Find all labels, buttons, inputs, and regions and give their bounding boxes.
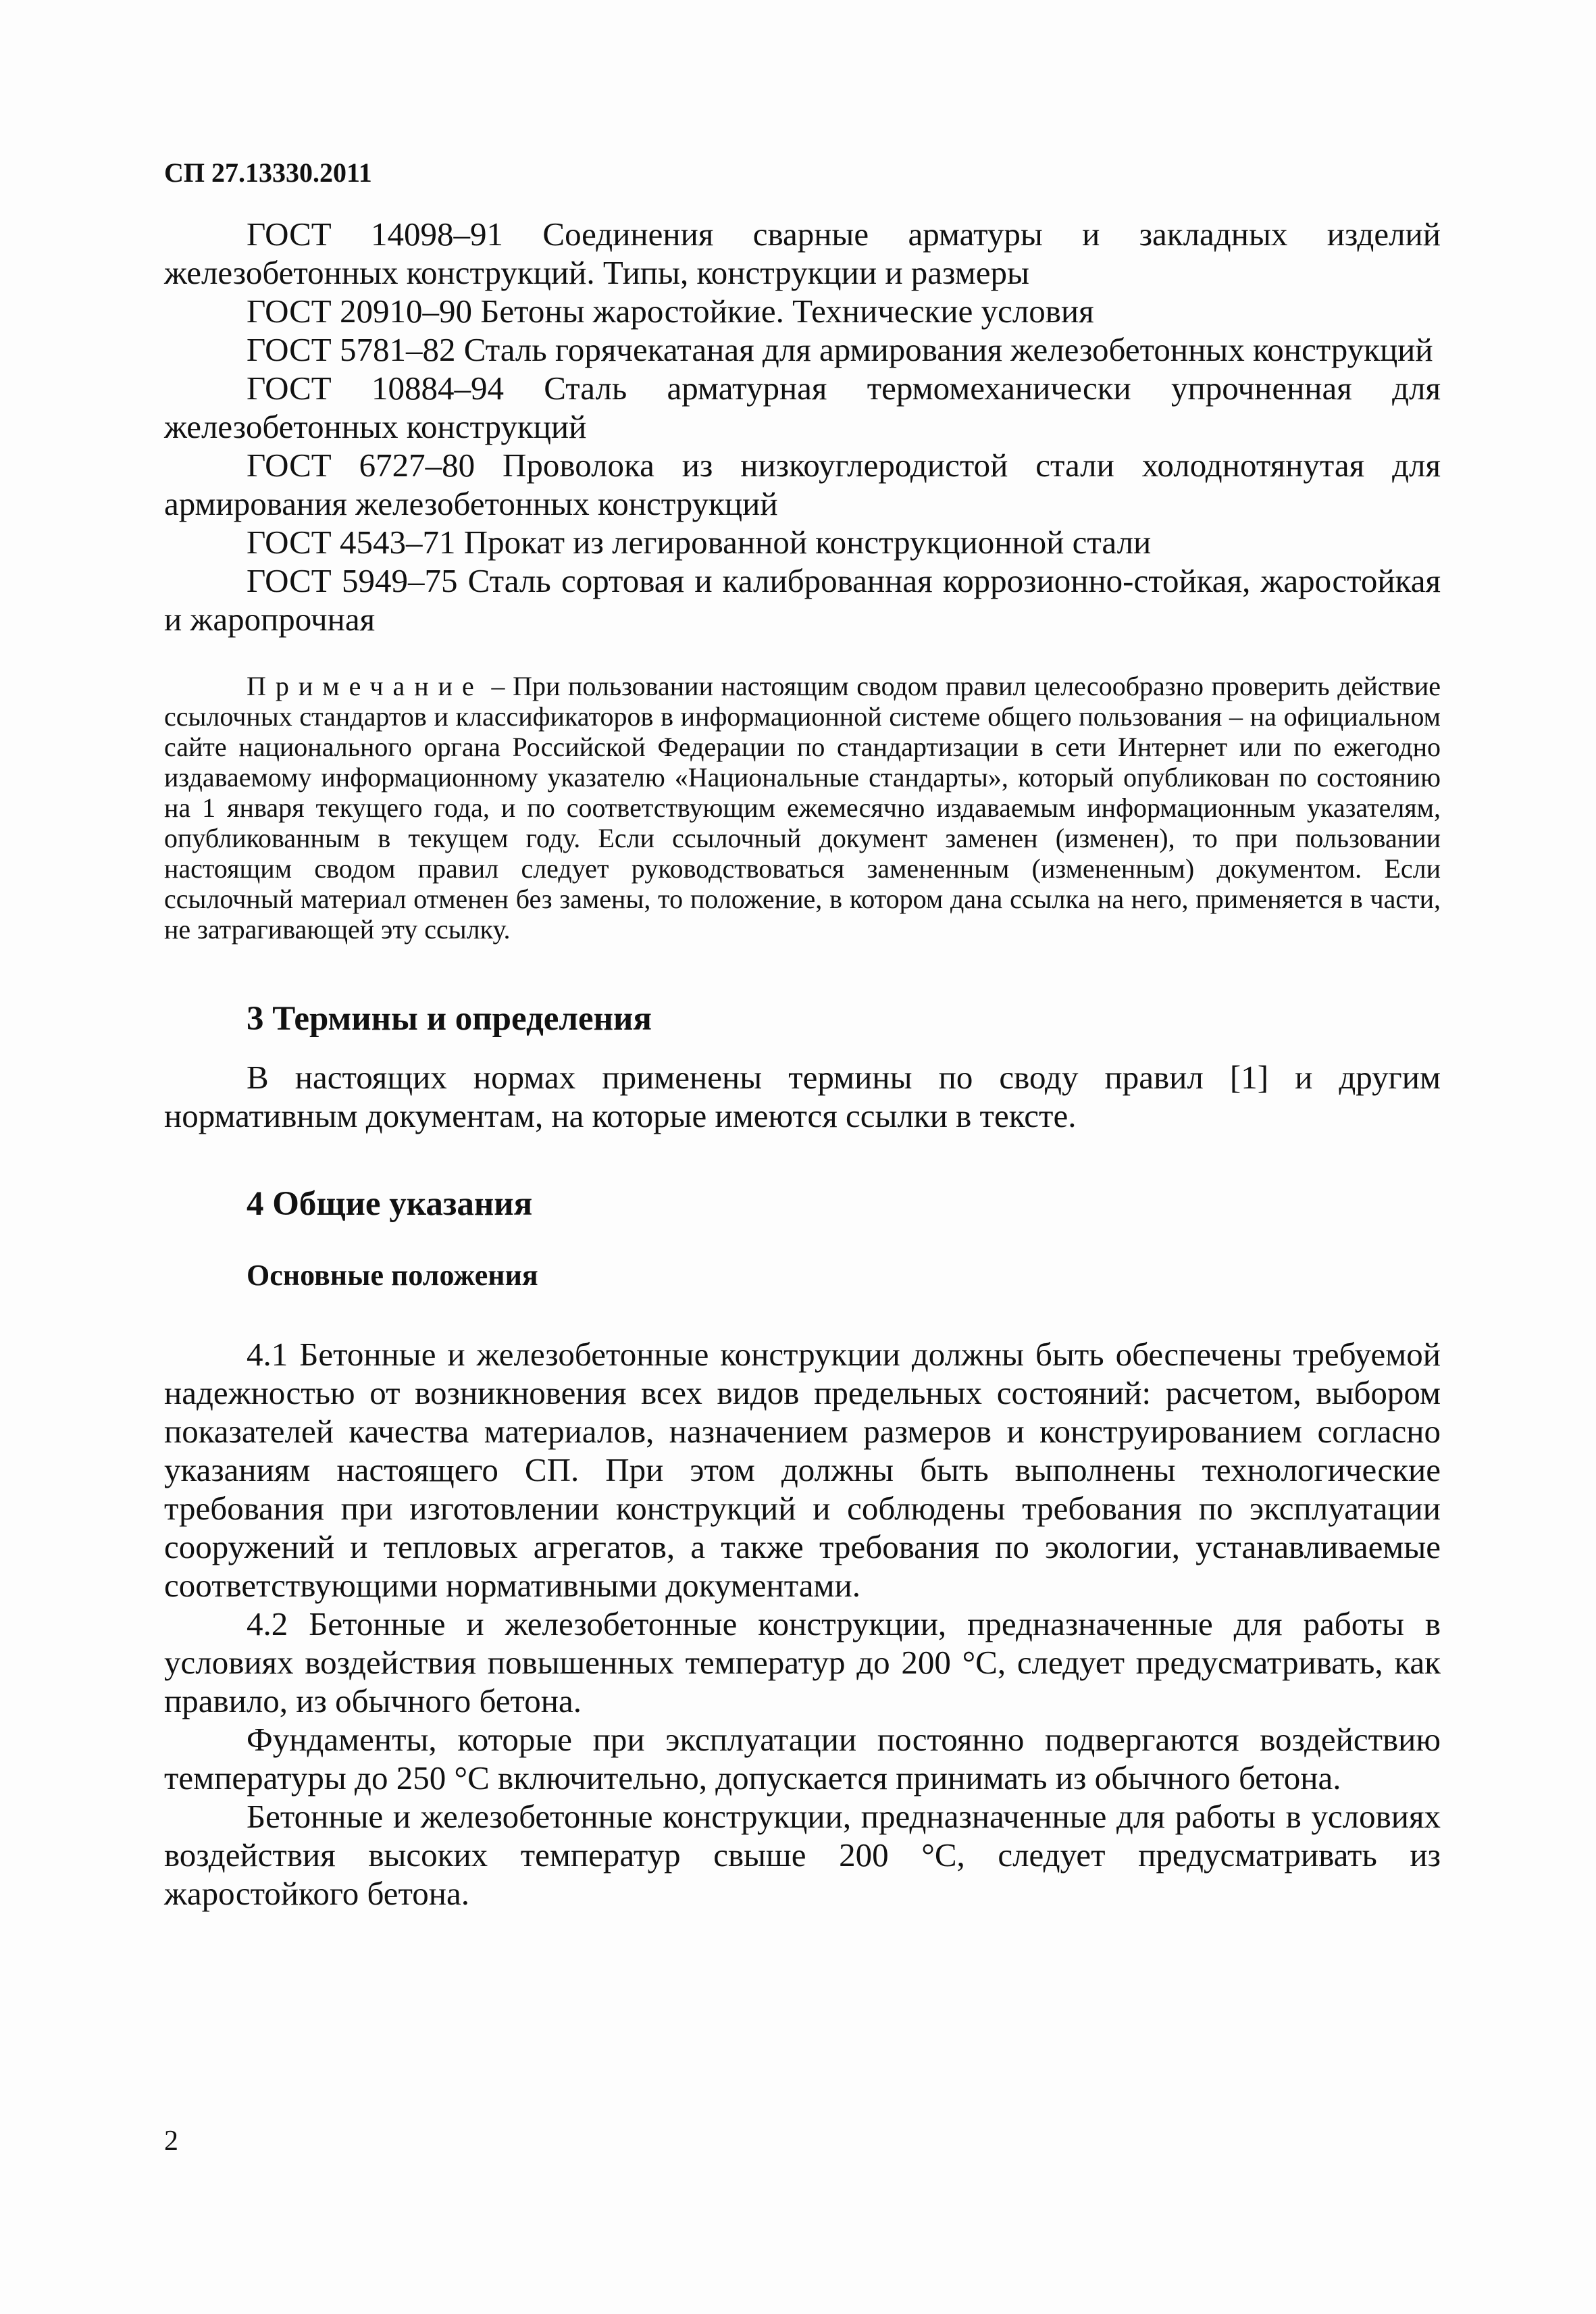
clause-4-2-heat-resistant: Бетонные и железобетонные конструкции, предназначенные для работы в условиях воздействия высоких температур свыше 200 °С, следует предусматривать из жаростойкого бетона. <box>164 1798 1441 1912</box>
reference-item: ГОСТ 5781–82 Сталь горячекатаная для армирования железобетонных конструкций <box>247 331 1433 368</box>
reference-item: ГОСТ 5949–75 Сталь сортовая и калиброванная коррозионно-стойкая, жаростойкая и жаропрочная <box>164 562 1441 638</box>
references-list <box>164 215 1441 638</box>
page-content <box>164 215 1441 1913</box>
note-text: – При пользовании настоящим сводом правил целесообразно проверить действие ссылочных стандартов и классификаторов в информационной системе общего пользования – на официальном сайте национального органа Российской Федерации по стандартизации в сети Интернет или по ежегодно издаваемому информационному указателю «Национальные стандарты», который опубликован по состоянию на 1 января текущего года, и по соответствующим ежемесячно издаваемым информационным указателям, опубликованным в текущем году. Если ссылочный документ заменен (изменен), то при пользовании настоящим сводом правил следует руководствоваться замененным (измененным) документом. Если ссылочный материал отменен без замены, то положение, в котором дана ссылка на него, применяется в части, не затрагивающей эту ссылку. <box>164 671 1441 945</box>
reference-item: ГОСТ 4543–71 Прокат из легированной конструкционной стали <box>247 524 1152 561</box>
clause-4-2-foundations: Фундаменты, которые при эксплуатации постоянно подвергаются воздействию температуры до 250 °С включительно, допускается принимать из обычного бетона. <box>164 1721 1441 1796</box>
page-number: 2 <box>164 2126 178 2157</box>
document-code: СП 27.13330.2011 <box>164 157 372 188</box>
section-4-subtitle: Основные положения <box>247 1259 538 1292</box>
section-3-text: В настоящих нормах применены термины по своду правил [1] и другим нормативным документам, на которые имеются ссылки в тексте. <box>164 1059 1441 1134</box>
clause-4-2: 4.2 Бетонные и железобетонные конструкции, предназначенные для работы в условиях воздействия повышенных температур до 200 °С, следует предусматривать, как правило, из обычного бетона. <box>164 1605 1441 1719</box>
reference-item: ГОСТ 20910–90 Бетоны жаростойкие. Технические условия <box>247 293 1094 330</box>
reference-item: ГОСТ 6727–80 Проволока из низкоуглеродистой стали холоднотянутая для армирования железобетонных конструкций <box>164 447 1441 522</box>
section-3-title: 3 Термины и определения <box>247 1000 652 1038</box>
note-paragraph <box>164 671 1441 945</box>
section-4-title: 4 Общие указания <box>247 1185 533 1223</box>
clause-4-1: 4.1 Бетонные и железобетонные конструкции должны быть обеспечены требуемой надежностью от возникновения всех видов предельных состояний: расчетом, выбором показателей качества материалов, назначением размеров и конструированием согласно указаниям настоящего СП. При этом должны быть выполнены технологические требования при изготовлении конструкций и соблюдены требования по эксплуатации сооружений и тепловых агрегатов, а также требования по экологии, устанавливаемые соответствующими нормативными документами. <box>164 1336 1441 1604</box>
note-label: Примечание <box>247 671 484 701</box>
reference-item: ГОСТ 10884–94 Сталь арматурная термомеханически упрочненная для железобетонных конструкций <box>164 370 1441 445</box>
reference-item: ГОСТ 14098–91 Соединения сварные арматуры и закладных изделий железобетонных конструкций. Типы, конструкции и размеры <box>164 216 1441 291</box>
